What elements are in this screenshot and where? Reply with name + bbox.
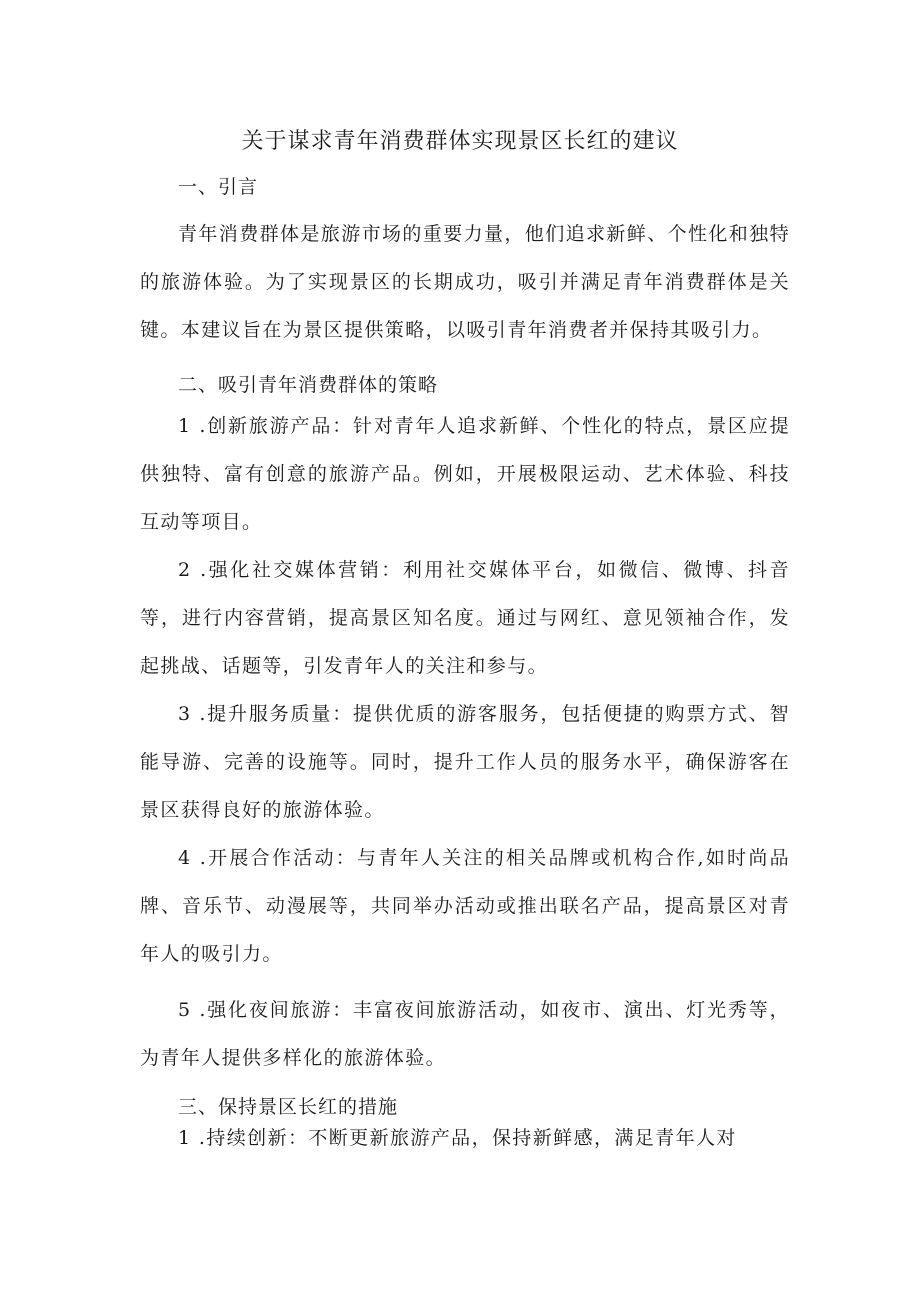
section-heading-strategies: 二、吸引青年消费群体的策略 — [178, 374, 439, 396]
strategy-item-2: 2 .强化社交媒体营销：利用社交媒体平台，如微信、微博、抖音等，进行内容营销，提高景区知名度。通过与网红、意见领袖合作，发起挑战、话题等，引发青年人的关注和参与。 — [140, 559, 790, 677]
section-heading-introduction: 一、引言 — [178, 176, 259, 198]
document-title: 关于谋求青年消费群体实现景区长红的建议 — [241, 129, 679, 154]
section-heading-measures: 三、保持景区长红的措施 — [178, 1096, 399, 1118]
strategy-item-1: 1 .创新旅游产品：针对青年人追求新鲜、个性化的特点，景区应提供独特、富有创意的旅游产品。例如，开展极限运动、艺术体验、科技互动等项目。 — [140, 415, 790, 533]
introduction-paragraph: 青年消费群体是旅游市场的重要力量，他们追求新鲜、个性化和独特的旅游体验。为了实现景区的长期成功，吸引并满足青年消费群体是关键。本建议旨在为景区提供策略，以吸引青年消费者并保持其吸引力。 — [140, 223, 791, 341]
strategy-item-3: 3 .提升服务质量：提供优质的游客服务，包括便捷的购票方式、智能导游、完善的设施等。同时，提升工作人员的服务水平，确保游客在景区获得良好的旅游体验。 — [140, 703, 790, 821]
measure-item-1: 1 .持续创新：不断更新旅游产品，保持新鲜感，满足青年人对 — [178, 1127, 737, 1149]
strategy-item-4: 4 .开展合作活动：与青年人关注的相关品牌或机构合作,如时尚品牌、音乐节、动漫展等，共同举办活动或推出联名产品，提高景区对青年人的吸引力。 — [140, 847, 790, 965]
strategy-item-5: 5 .强化夜间旅游：丰富夜间旅游活动，如夜市、演出、灯光秀等，为青年人提供多样化的旅游体验。 — [140, 999, 790, 1069]
